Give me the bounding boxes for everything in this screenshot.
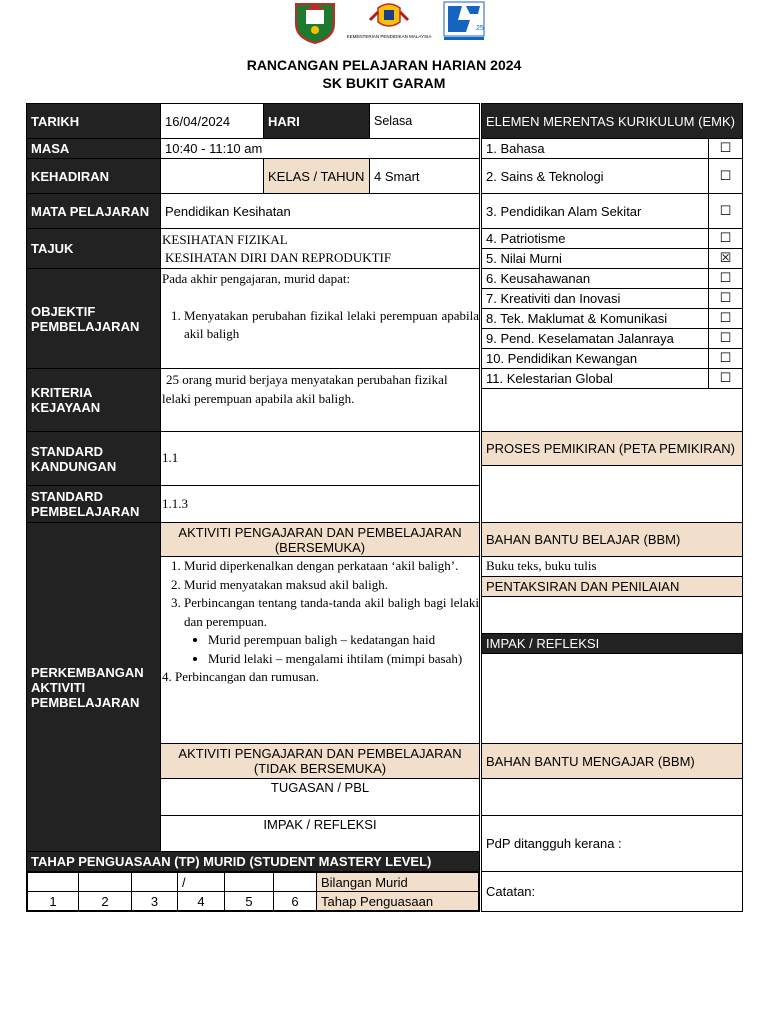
impak-refleksi-header: IMPAK / REFLEKSI	[482, 634, 742, 654]
tajuk-line-2: KESIHATAN DIRI DAN REPRODUKTIF	[165, 249, 392, 265]
tugasan-pbl: TUGASAN / PBL	[161, 779, 481, 816]
kelas-label: KELAS / TAHUN	[264, 159, 370, 194]
mata-pelajaran-value: Pendidikan Kesihatan	[161, 194, 481, 229]
masa-label: MASA	[27, 139, 161, 159]
bilangan-murid-label: Bilangan Murid	[317, 873, 479, 892]
emk-checkbox: ☐	[709, 159, 743, 194]
tajuk-value	[161, 229, 481, 269]
pentaksiran-box	[482, 597, 742, 634]
catatan: Catatan:	[481, 872, 743, 912]
school-name: SK BUKIT GARAM	[322, 75, 446, 91]
standard-pembelajaran-label: STANDARD PEMBELAJARAN	[27, 486, 161, 523]
bbm-mengajar-header: BAHAN BANTU MENGAJAR (BBM)	[481, 744, 743, 779]
tp-count	[28, 873, 79, 892]
aktiviti-item: 3. Perbincangan tentang tanda-tanda akil baligh bagi lelaki dan perempuan.	[184, 594, 479, 631]
tp-level: 4	[178, 892, 225, 911]
aktiviti-bullet: • Murid perempuan baligh – kedatangan haid	[208, 631, 479, 650]
emk-item-label: 1. Bahasa	[481, 139, 709, 159]
tp-level: 1	[28, 892, 79, 911]
impak-refleksi-kiri: IMPAK / REFLEKSI	[161, 816, 481, 852]
tp-level: 6	[274, 892, 317, 911]
bbm-belajar-header: BAHAN BANTU BELAJAR (BBM)	[481, 523, 743, 557]
kehadiran-value	[161, 159, 264, 194]
emk-item-label: 11. Kelestarian Global	[481, 369, 709, 389]
bbm-belajar-value: Buku teks, buku tulis	[481, 557, 743, 577]
emk-header: ELEMEN MERENTAS KURIKULUM (EMK)	[481, 104, 743, 139]
standard-kandungan-label: STANDARD KANDUNGAN	[27, 432, 161, 486]
tp-count	[132, 873, 178, 892]
kriteria-label: KRITERIA KEJAYAAN	[27, 369, 161, 432]
aktiviti-item: 1. Murid diperkenalkan dengan perkataan ‘akil baligh’.	[184, 557, 479, 576]
emk-checkbox: ☐	[709, 369, 743, 389]
lesson-plan-table	[26, 103, 743, 912]
objektif-label: OBJEKTIF PEMBELAJARAN	[27, 269, 161, 369]
aktiviti-bersemuka-header: AKTIVITI PENGAJARAN DAN PEMBELAJARAN (BERSEMUKA)	[161, 523, 481, 557]
emk-item-label: 9. Pend. Keselamatan Jalanraya	[481, 329, 709, 349]
emk-item-label: 3. Pendidikan Alam Sekitar	[481, 194, 709, 229]
standard-pembelajaran-value: 1.1.3	[161, 486, 481, 523]
tp-count	[225, 873, 274, 892]
emk-checkbox: ☐	[709, 349, 743, 369]
tp-table-cell	[27, 872, 481, 912]
mata-pelajaran-label: MATA PELAJARAN	[27, 194, 161, 229]
hari-value: Selasa	[370, 104, 481, 139]
emk-item-label: 5. Nilai Murni	[481, 249, 709, 269]
pentaksiran-header: PENTAKSIRAN DAN PENILAIAN	[482, 577, 742, 597]
emk-checkbox: ☐	[709, 269, 743, 289]
standard-kandungan-value: 1.1	[161, 432, 481, 486]
hari-label: HARI	[264, 104, 370, 139]
kpm-logo	[347, 4, 432, 39]
tajuk-label: TAJUK	[27, 229, 161, 269]
svg-text:25: 25	[476, 25, 484, 32]
kelas-value: 4 Smart	[370, 159, 481, 194]
impak-refleksi-box	[482, 654, 742, 743]
school-crest-logo	[296, 4, 334, 43]
page-title: RANCANGAN PELAJARAN HARIAN 2024	[246, 57, 522, 73]
tahap-penguasaan-label: Tahap Penguasaan	[317, 892, 479, 911]
tp-count	[274, 873, 317, 892]
aktiviti-tidak-bersemuka-header: AKTIVITI PENGAJARAN DAN PEMBELAJARAN (TIDAK BERSEMUKA)	[161, 744, 481, 779]
right-stack	[481, 577, 743, 744]
emk-checkbox: ☐	[709, 139, 743, 159]
tp-level: 3	[132, 892, 178, 911]
kriteria-value: 25 orang murid berjaya menyatakan perubahan fizikal lelaki perempuan apabila akil baligh.	[161, 369, 481, 432]
emk-item-label: 7. Kreativiti dan Inovasi	[481, 289, 709, 309]
emk-checkbox: ☐	[709, 289, 743, 309]
pdp-ditangguh: PdP ditangguh kerana :	[481, 816, 743, 872]
tarikh-value: 16/04/2024	[161, 104, 264, 139]
aktiviti-bersemuka-list	[161, 557, 481, 744]
proses-pemikiran-box	[481, 466, 743, 523]
emk-checkbox: ☐	[709, 309, 743, 329]
objektif-value	[161, 269, 481, 369]
emk-item-label: 8. Tek. Maklumat & Komunikasi	[481, 309, 709, 329]
masa-value: 10:40 - 11:10 am	[161, 139, 481, 159]
emk-checkbox: ☐	[709, 194, 743, 229]
bbm-mengajar-box	[481, 779, 743, 816]
emk-item-label: 4. Patriotisme	[481, 229, 709, 249]
tp-header: TAHAP PENGUASAAN (TP) MURID (STUDENT MASTERY LEVEL)	[27, 852, 481, 872]
tp-count	[79, 873, 132, 892]
anniversary-25-logo	[444, 2, 484, 40]
tp-level: 2	[79, 892, 132, 911]
aktiviti-last: 4. Perbincangan dan rumusan.	[162, 669, 320, 684]
emk-item-label: 2. Sains & Teknologi	[481, 159, 709, 194]
header-logos	[0, 0, 768, 45]
emk-item-label: 10. Pendidikan Kewangan	[481, 349, 709, 369]
objektif-item: 1. Menyatakan perubahan fizikal lelaki perempuan apabila akil baligh	[184, 307, 479, 344]
svg-text:KEMENTERIAN PENDIDIKAN MALAYSI: KEMENTERIAN PENDIDIKAN MALAYSIA	[346, 34, 432, 39]
emk-checkbox: ☐	[709, 329, 743, 349]
tp-count: /	[178, 873, 225, 892]
kehadiran-label: KEHADIRAN	[27, 159, 161, 194]
tp-table	[27, 872, 479, 911]
emk-item-label: 6. Keusahawanan	[481, 269, 709, 289]
emk-blank	[481, 389, 743, 432]
tarikh-label: TARIKH	[27, 104, 161, 139]
tajuk-line-1: KESIHATAN FIZIKAL	[162, 231, 288, 247]
emk-checkbox: ☒	[709, 249, 743, 269]
aktiviti-bullet: • Murid lelaki – mengalami ihtilam (mimpi basah)	[208, 650, 479, 669]
aktiviti-item: 2. Murid menyatakan maksud akil baligh.	[184, 576, 479, 595]
tp-level: 5	[225, 892, 274, 911]
objektif-intro: Pada akhir pengajaran, murid dapat:	[162, 271, 351, 286]
perkembangan-aktiviti-label: PERKEMBANGAN AKTIVITI PEMBELAJARAN	[27, 523, 161, 852]
emk-checkbox: ☐	[709, 229, 743, 249]
proses-pemikiran-header: PROSES PEMIKIRAN (PETA PEMIKIRAN)	[481, 432, 743, 466]
